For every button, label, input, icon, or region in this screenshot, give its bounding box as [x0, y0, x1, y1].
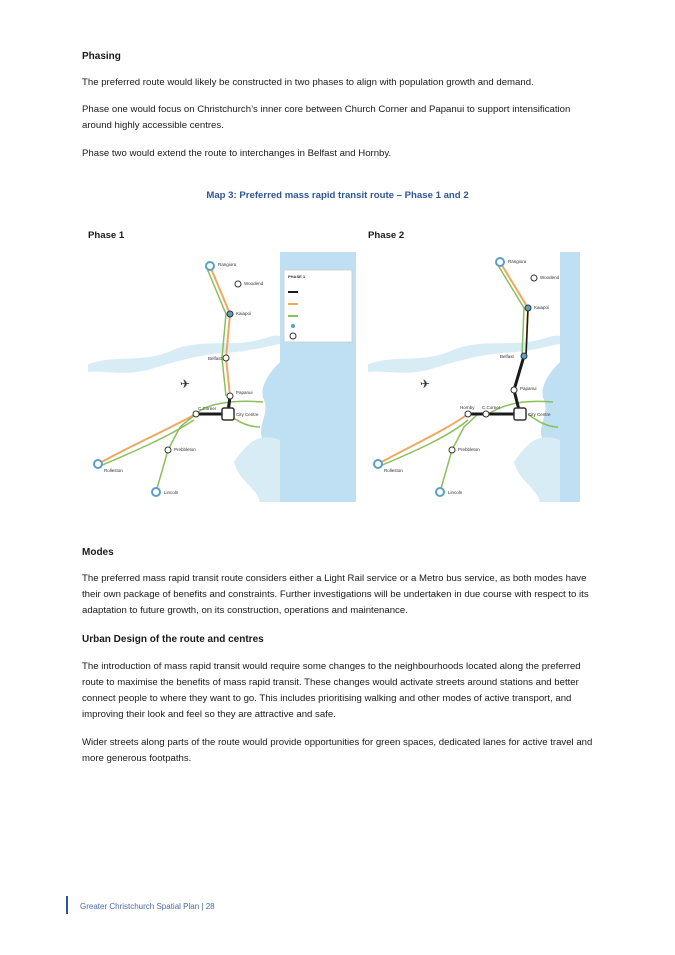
label-prebbleton: Prebbleton: [174, 447, 196, 452]
airport-icon: ✈: [420, 377, 431, 391]
label-papanui: Papanui: [520, 386, 537, 391]
stop-belfast: [521, 353, 527, 359]
legend-key-interchange: [290, 333, 296, 339]
stop-woodend: [531, 275, 537, 281]
phase2-map: [368, 252, 636, 502]
map-background: [368, 252, 636, 502]
label-city-centre: City Centre: [236, 412, 259, 417]
stop-c-corner: [193, 411, 199, 417]
label-rangiora: Rangiora: [508, 259, 527, 264]
heading-modes: Modes: [82, 547, 114, 558]
stop-papanui: [227, 393, 233, 399]
stop-hornby: [465, 411, 471, 417]
stop-papanui: [511, 387, 517, 393]
stop-woodend: [235, 281, 241, 287]
phasing-paragraph-3: Phase two would extend the route to interchanges in Belfast and Hornby.: [82, 148, 392, 159]
label-lincoln: Lincoln: [448, 490, 463, 495]
stop-rolleston: [94, 460, 102, 468]
heading-phasing: Phasing: [82, 51, 121, 62]
stop-kaiapoi: [525, 305, 531, 311]
stop-kaiapoi: [227, 311, 233, 317]
phase1-map: [88, 252, 356, 502]
stop-prebbleton: [165, 447, 171, 453]
stop-prebbleton: [449, 447, 455, 453]
legend-key-stop: [291, 324, 295, 328]
label-c-corner: C.Corner: [482, 405, 501, 410]
map-caption: Map 3: Preferred mass rapid transit route – Phase 1 and 2: [206, 190, 469, 201]
label-kaiapoi: Kaiapoi: [534, 305, 550, 310]
label-belfast: Belfast: [500, 354, 514, 359]
airport-icon: ✈: [180, 377, 191, 391]
phasing-paragraph-1: The preferred route would likely be constructed in two phases to align with population growth and demand.: [82, 77, 534, 88]
label-belfast: Belfast: [208, 356, 222, 361]
stop-city-centre: [514, 408, 526, 420]
footer-bar: [66, 896, 68, 914]
label-woodend: Woodend: [540, 275, 560, 280]
label-papanui: Papanui: [236, 390, 253, 395]
phase2-label: Phase 2: [368, 230, 405, 241]
label-kaiapoi: Kaiapoi: [236, 311, 252, 316]
stop-rolleston: [374, 460, 382, 468]
stop-c-corner: [483, 411, 489, 417]
label-c-corner: C.Corner: [198, 406, 217, 411]
heading-urban-design: Urban Design of the route and centres: [82, 634, 264, 645]
stop-rangiora: [496, 258, 504, 266]
label-prebbleton: Prebbleton: [458, 447, 480, 452]
label-rangiora: Rangiora: [218, 262, 237, 267]
urban-paragraph-1: The introduction of mass rapid transit would require some changes to the neighbourhoods located along the preferred route to maximise the benefits of mass rapid transit. These changes would activate streets around stations and better connect people to where they want to go. This includes prioritising walking and other modes of active transport, and improving their look and feel so they are attractive and safe.: [82, 661, 581, 720]
map-legend: [284, 270, 352, 342]
stop-lincoln: [436, 488, 444, 496]
urban-paragraph-2: Wider streets along parts of the route would provide opportunities for green spaces, dedicated lanes for active travel and more generous footpaths.: [82, 737, 593, 764]
label-woodend: Woodend: [244, 281, 264, 286]
label-rolleston: Rolleston: [104, 468, 123, 473]
legend-title: PHASE 1: [288, 274, 306, 279]
label-hornby: Hornby: [460, 405, 475, 410]
phasing-paragraph-2: Phase one would focus on Christchurch’s inner core between Church Corner and Papanui to support intensification around highly accessible centres.: [82, 104, 571, 131]
label-rolleston: Rolleston: [384, 468, 403, 473]
stop-rangiora: [206, 262, 214, 270]
page-footer: Greater Christchurch Spatial Plan | 28: [80, 902, 215, 911]
phase1-label: Phase 1: [88, 230, 125, 241]
label-lincoln: Lincoln: [164, 490, 179, 495]
stop-city-centre: [222, 408, 234, 420]
modes-paragraph: The preferred mass rapid transit route considers either a Light Rail service or a Metro bus service, as both modes have their own package of benefits and constraints. Further investigations will be undertaken in due course with respect to its adaptation to future growth, on its construction, operations and maintenance.: [82, 573, 589, 616]
stop-belfast: [223, 355, 229, 361]
label-city-centre: City Centre: [528, 412, 551, 417]
stop-lincoln: [152, 488, 160, 496]
